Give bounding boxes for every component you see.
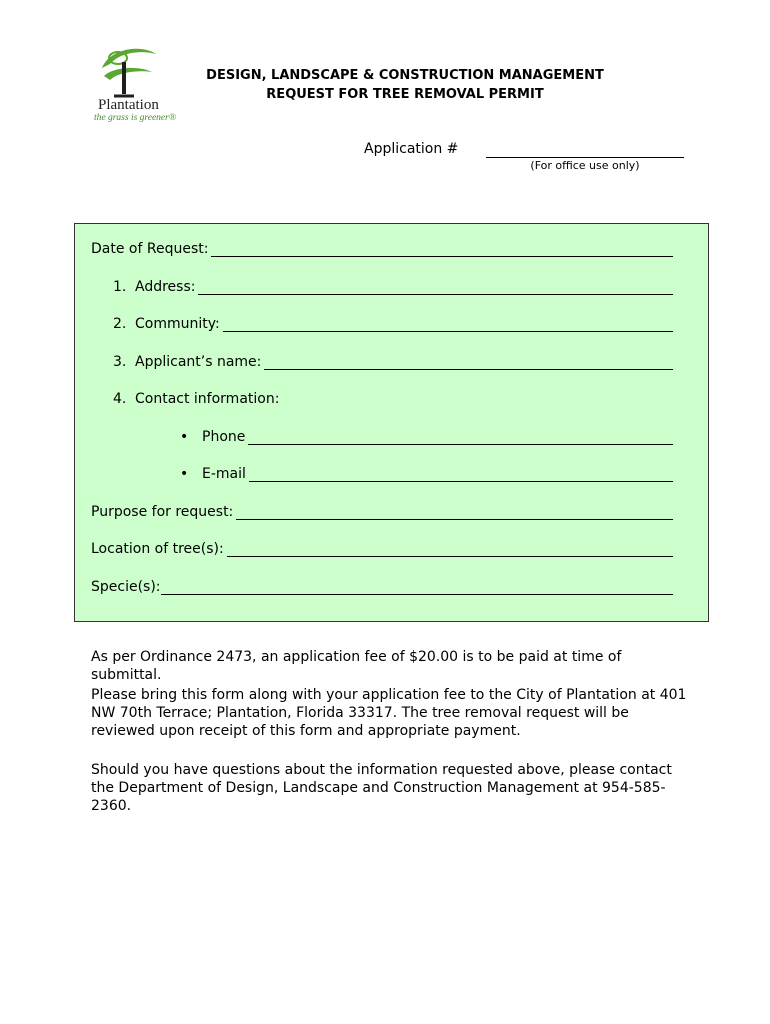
contact-information-row [113,391,279,407]
community-label: Community: [135,316,220,332]
community-field[interactable] [223,317,673,332]
phone-row [180,429,673,445]
contact-information-label: Contact information: [135,391,280,407]
location-label: Location of tree(s): [91,541,224,557]
logo-leaf-middle [104,68,152,80]
species-field[interactable] [161,580,673,595]
purpose-field[interactable] [236,505,673,520]
location-field[interactable] [227,542,673,557]
bullet-icon: • [180,429,189,445]
submission-note: Please bring this form along with your application fee to the City of Plantation at 401 NW 70th Terrace; Plantation, Florida 33317. The tree removal request will be reviewed upon receipt of this form and appropriate payment. [91,687,687,739]
item-number: 2. [113,316,127,332]
date-of-request-row [91,241,673,257]
phone-field[interactable] [248,430,673,445]
applicant-name-row [113,354,673,370]
purpose-label: Purpose for request: [91,504,234,520]
logo-leaf-top [102,49,156,68]
applicant-name-label: Applicant’s name: [135,354,262,370]
bullet-icon: • [180,466,189,482]
email-label: E-mail [202,466,246,482]
header-subtitle: REQUEST FOR TREE REMOVAL PERMIT [266,87,544,102]
address-row [113,279,673,295]
address-label: Address: [135,279,196,295]
phone-label: Phone [202,429,246,445]
fee-note: As per Ordinance 2473, an application fee of $20.00 is to be paid at time of submittal. [91,649,622,683]
item-number: 3. [113,354,127,370]
logo-tagline: the grass is greener® [94,113,177,123]
date-of-request-field[interactable] [211,242,673,257]
logo-trunk [122,62,126,94]
office-use-note: (For office use only) [530,159,640,172]
purpose-row [91,504,673,520]
contact-note: Should you have questions about the information requested above, please contact the Department of Design, Landscape and Construction Management at 954-585-2360. [91,762,672,814]
community-row [113,316,673,332]
application-number-field[interactable] [486,157,684,158]
item-number: 1. [113,279,127,295]
email-field[interactable] [249,467,673,482]
header-title: DESIGN, LANDSCAPE & CONSTRUCTION MANAGEMENT [206,68,604,83]
application-number-label: Application # [364,141,459,157]
logo-name: Plantation [98,97,159,113]
address-field[interactable] [198,280,673,295]
date-of-request-label: Date of Request: [91,241,209,257]
item-number: 4. [113,391,127,407]
species-label: Specie(s): [91,579,161,595]
applicant-name-field[interactable] [264,355,673,370]
location-row [91,541,673,557]
species-row [91,579,673,595]
email-row [180,466,673,482]
